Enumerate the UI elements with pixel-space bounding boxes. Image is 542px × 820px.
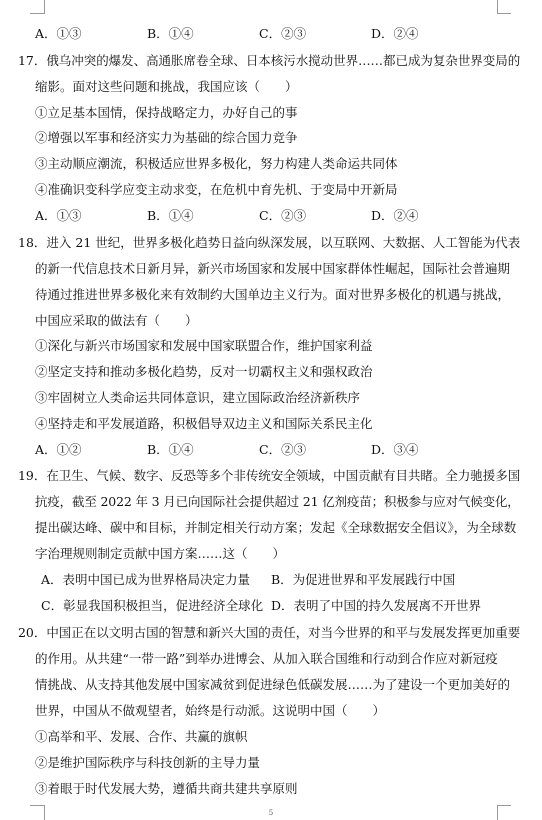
q17-option-b: B．①④ [147,208,194,223]
q16-option-d: D．②④ [371,26,419,41]
q19-option-c: C．彰显我国积极担当，促进经济全球化 [41,598,264,613]
q18-stem-line-1: 18．进入 21 世纪，世界多极化趋势日益向纵深发展，以互联网、大数据、人工智能为代表 [18,235,521,250]
q17-option-a: A．①③ [35,208,82,223]
q18-stem-line-3: 待通过推进世界多极化来有效制约大国单边主义行为。面对世界多极化的机遇与挑战， [35,287,511,302]
q16-option-c: C．②③ [259,26,307,41]
q19-stem-line-2: 抗疫，截至 2022 年 3 月已向国际社会提供超过 21 亿剂疫苗；积极参与应对气候变化， [35,494,520,509]
q16-option-a: A．①③ [35,26,82,41]
q17-stem-line-2: 缩影。面对这些问题和挑战，我国应该（ ） [35,79,298,94]
q18-option-a: A．①② [35,442,82,457]
q18-item-3: ③牢固树立人类命运共同体意识，建立国际政治经济新秩序 [35,390,361,405]
q17-item-1: ①立足基本国情，保持战略定力，办好自己的事 [35,105,298,120]
q17-option-d: D．②④ [371,208,419,223]
q20-stem-line-2: 的作用。从共建“一带一路”到举办进博会、从加入联合国维和行动到合作应对新冠疫 [35,651,498,666]
q17-item-4: ④准确识变科学应变主动求变，在危机中育先机、于变局中开新局 [35,182,398,197]
crop-mark-top-left [44,0,45,14]
q20-stem-line-1: 20．中国正在以文明古国的智慧和新兴大国的责任，对当今世界的和平与发展发挥更加重要 [18,625,521,640]
q16-option-b: B．①④ [147,26,194,41]
q18-option-b: B．①④ [147,442,194,457]
q18-item-1: ①深化与新兴市场国家和发展中国家联盟合作，维护国家利益 [35,338,373,353]
q19-stem-line-1: 19．在卫生、气候、数字、反恐等多个非传统安全领域，中国贡献有目共睹。全力驰援多国 [18,468,521,483]
q20-item-1: ①高举和平、发展、合作、共赢的旗帜 [35,729,248,744]
q20-item-3: ③着眼于时代发展大势，遵循共商共建共享原则 [35,781,298,796]
q20-item-2: ②是维护国际秩序与科技创新的主导力量 [35,755,261,770]
q18-option-c: C．②③ [259,442,307,457]
q18-item-4: ④坚持走和平发展道路，积极倡导双边主义和国际关系民主化 [35,416,373,431]
q20-stem-line-3: 情挑战、从支持其他发展中国家减贫到促进绿色低碳发展……为了建设一个更加美好的 [35,677,511,692]
q18-stem-line-2: 的新一代信息技术日新月异，新兴市场国家和发展中国家群体性崛起，国际社会普遍期 [35,261,511,276]
q19-option-b: B．为促进世界和平发展践行中国 [271,572,456,587]
q19-option-d: D．表明了中国的持久发展离不开世界 [271,598,482,613]
q17-item-3: ③主动顺应潮流，积极适应世界多极化，努力构建人类命运共同体 [35,156,398,171]
q17-stem-line-1: 17．俄乌冲突的爆发、高通胀席卷全球、日本核污水搅动世界……都已成为复杂世界变局的 [18,53,521,68]
page-number: 5 [268,809,274,817]
q18-item-2: ②坚定支持和推动多极化趋势，反对一切霸权主义和强权政治 [35,364,373,379]
crop-mark-top-right [497,0,498,14]
q18-option-d: D．③④ [371,442,419,457]
q17-item-2: ②增强以军事和经济实力为基础的综合国力竞争 [35,130,298,145]
crop-mark-bottom-left-h [30,805,44,806]
crop-mark-bottom-right-h [497,805,511,806]
q20-stem-line-4: 世界，中国从不做观望者，始终是行动派。这说明中国（ ） [35,703,386,718]
crop-mark-top-right-h [497,13,511,14]
crop-mark-top-left-h [30,13,44,14]
q19-option-a: A．表明中国已成为世界格局决定力量 [41,572,251,587]
q19-stem-line-3: 提出碳达峰、碳中和目标，并制定相关行动方案；发起《全球数据安全倡议》，为全球数 [35,520,517,535]
q18-stem-line-4: 中国应采取的做法有（ ） [35,313,198,328]
q17-option-c: C．②③ [259,208,307,223]
q19-stem-line-4: 字治理规则制定贡献中国方案……这（ ） [35,546,286,561]
